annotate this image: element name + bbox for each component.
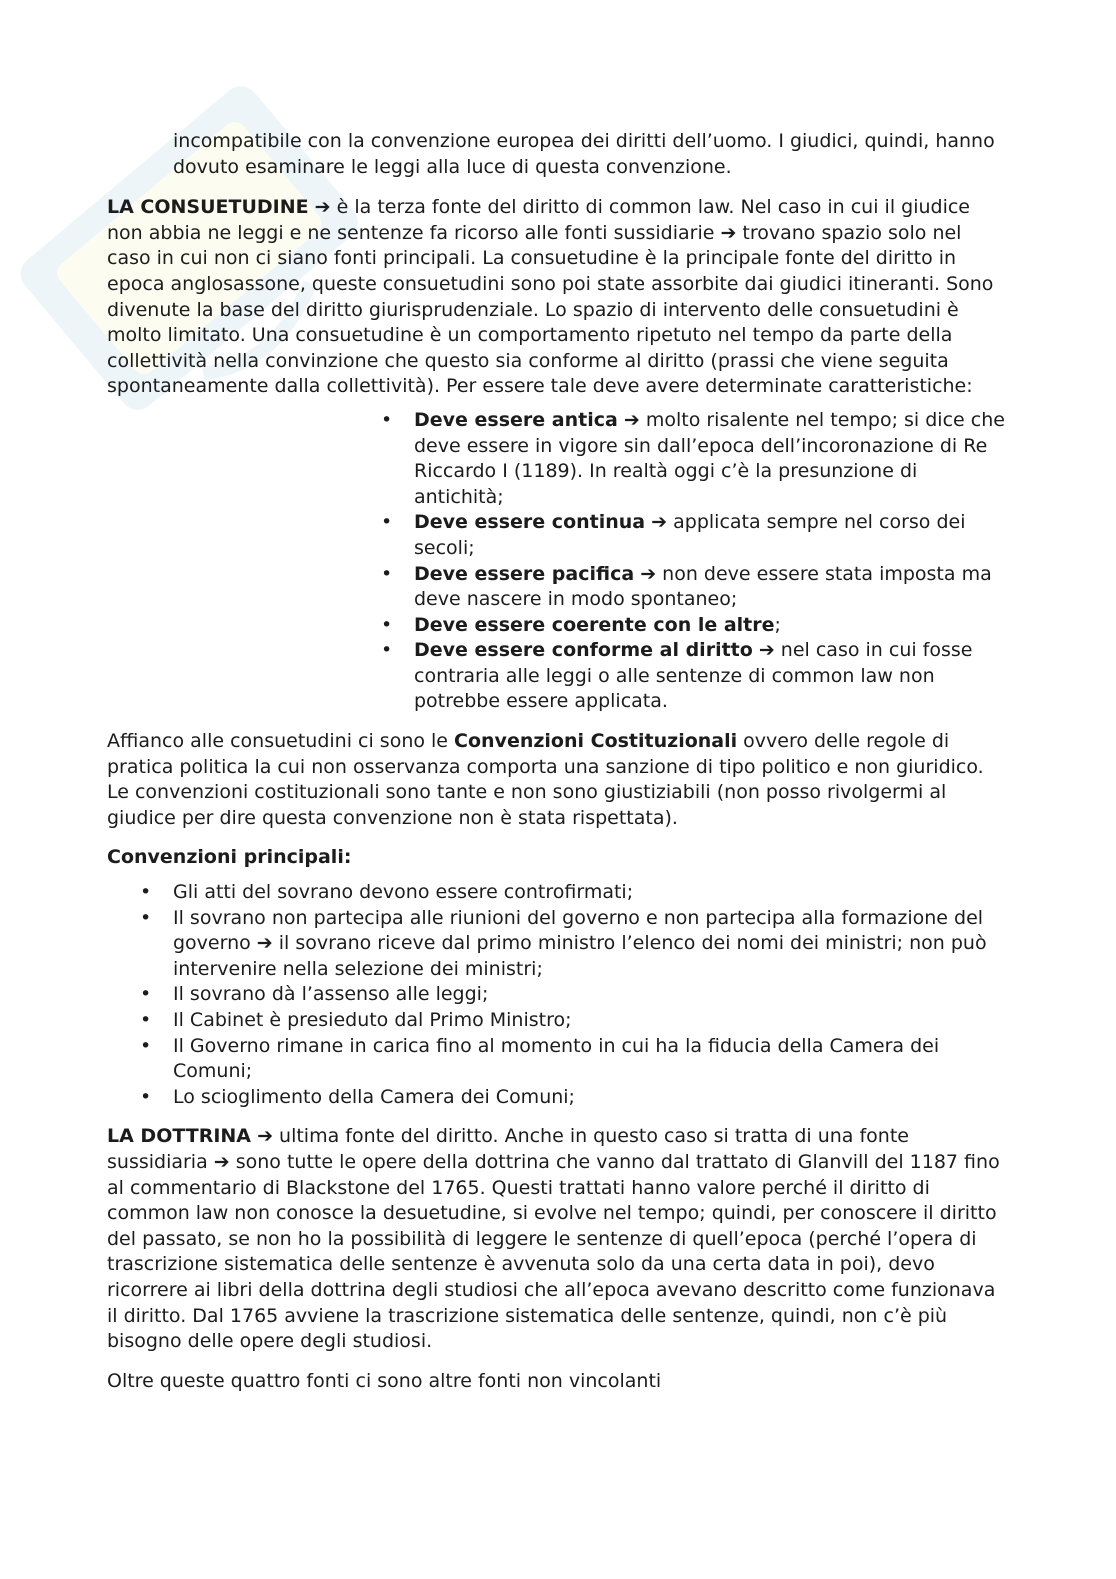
convenzioni-term: Convenzioni Costituzionali xyxy=(454,730,738,753)
list-item: • Il sovrano dà l’assenso alle leggi; xyxy=(107,982,1007,1008)
list-item: • Lo scioglimento della Camera dei Comuni; xyxy=(107,1085,1007,1111)
document-page xyxy=(107,129,1007,1408)
list-item: • Il sovrano non partecipa alle riunioni del governo e non partecipa alla formazione del governo ➔ il sovrano riceve dal primo ministro l’elenco dei nomi dei ministri; non può intervenire nella selezione dei ministri; xyxy=(107,906,1007,983)
arrow-icon: ➔ xyxy=(257,1125,273,1148)
list-item: • Deve essere antica ➔ molto risalente nel tempo; si dice che deve essere in vigore sin dall’epoca dell’incoronazione di Re Riccardo I (1189). In realtà oggi c’è la presunzione di antichità; xyxy=(348,408,1007,510)
consuetudine-text: è la terza fonte del diritto di common law. Nel caso in cui il giudice non abbia ne leggi e ne sentenze fa ricorso alle fonti sussidiarie ➔ trovano spazio solo nel caso in cui non ci siano fonti principali. La consuetudine è la principale fonte del diritto in epoca anglosassone, queste consuetudini sono poi state assorbite dai giudici itineranti. Sono divenute la base del diritto giurisprudenziale. Lo spazio di intervento delle consuetudini è molto limitato. Una consuetudine è un comportamento ripetuto nel tempo da parte della collettività nella convinzione che questo sia conforme al diritto (prassi che viene seguita spontaneamente dalla collettività). Per essere tale deve avere determinate caratteristiche: xyxy=(107,196,994,398)
list-item: • Deve essere continua ➔ applicata sempre nel corso dei secoli; xyxy=(348,510,1007,561)
list-item: • Il Cabinet è presieduto dal Primo Ministro; xyxy=(107,1008,1007,1034)
closing-paragraph: Oltre queste quattro fonti ci sono altre fonti non vincolanti xyxy=(107,1369,662,1392)
list-item: • Gli atti del sovrano devono essere controfirmati; xyxy=(107,880,1007,906)
list-item: • Deve essere conforme al diritto ➔ nel caso in cui fosse contraria alle leggi o alle sentenze di common law non potrebbe essere applicata. xyxy=(348,638,1007,715)
intro-paragraph xyxy=(107,129,1007,180)
convenzioni-paragraph: Affianco alle consuetudini ci sono le Convenzioni Costituzionali ovvero delle regole di pratica politica la cui non osservanza comporta una sanzione di tipo politico e non giuridico. Le convenzioni costituzionali sono tante e non sono giustiziabili (non posso rivolgermi al giudice per dire questa convenzione non è stata rispettata). xyxy=(107,730,984,829)
dottrina-heading: LA DOTTRINA xyxy=(107,1125,252,1148)
dottrina-text: ultima fonte del diritto. Anche in questo caso si tratta di una fonte sussidiaria ➔ sono tutte le opere della dottrina che vanno dal trattato di Glanvill del 1187 fino al commentario di Blackstone del 1765. Questi trattati hanno valore perché il diritto di common law non conosce la desuetudine, si evolve nel tempo; quindi, per conoscere il diritto del passato, se non ho la possibilità di leggere le sentenze di quell’epoca (perché l’opera di trascrizione sistematica delle sentenze è avvenuta solo da una certa data in poi), devo ricorrere ai libri della dottrina degli studiosi che all’epoca avevano descritto come funzionava il diritto. Dal 1765 avviene la trascrizione sistematica delle sentenze, quindi, non c’è più bisogno delle opere degli studiosi. xyxy=(107,1125,1000,1353)
caratteristiche-list xyxy=(107,408,1007,715)
intro-text: incompatibile con la convenzione europea dei diritti dell’uomo. I giudici, quindi, hanno dovuto esaminare le leggi alla luce di questa convenzione. xyxy=(173,130,995,178)
principali-heading: Convenzioni principali: xyxy=(107,846,352,869)
principali-list xyxy=(107,880,1007,1110)
list-item: • Deve essere coerente con le altre; xyxy=(348,613,1007,639)
list-item: • Deve essere pacifica ➔ non deve essere stata imposta ma deve nascere in modo spontaneo; xyxy=(348,562,1007,613)
arrow-icon: ➔ xyxy=(314,196,331,219)
dottrina-paragraph xyxy=(107,1124,1007,1354)
consuetudine-heading: LA CONSUETUDINE xyxy=(107,196,309,219)
consuetudine-paragraph xyxy=(107,195,1007,400)
list-item: • Il Governo rimane in carica fino al momento in cui ha la fiducia della Camera dei Comuni; xyxy=(107,1034,1007,1085)
